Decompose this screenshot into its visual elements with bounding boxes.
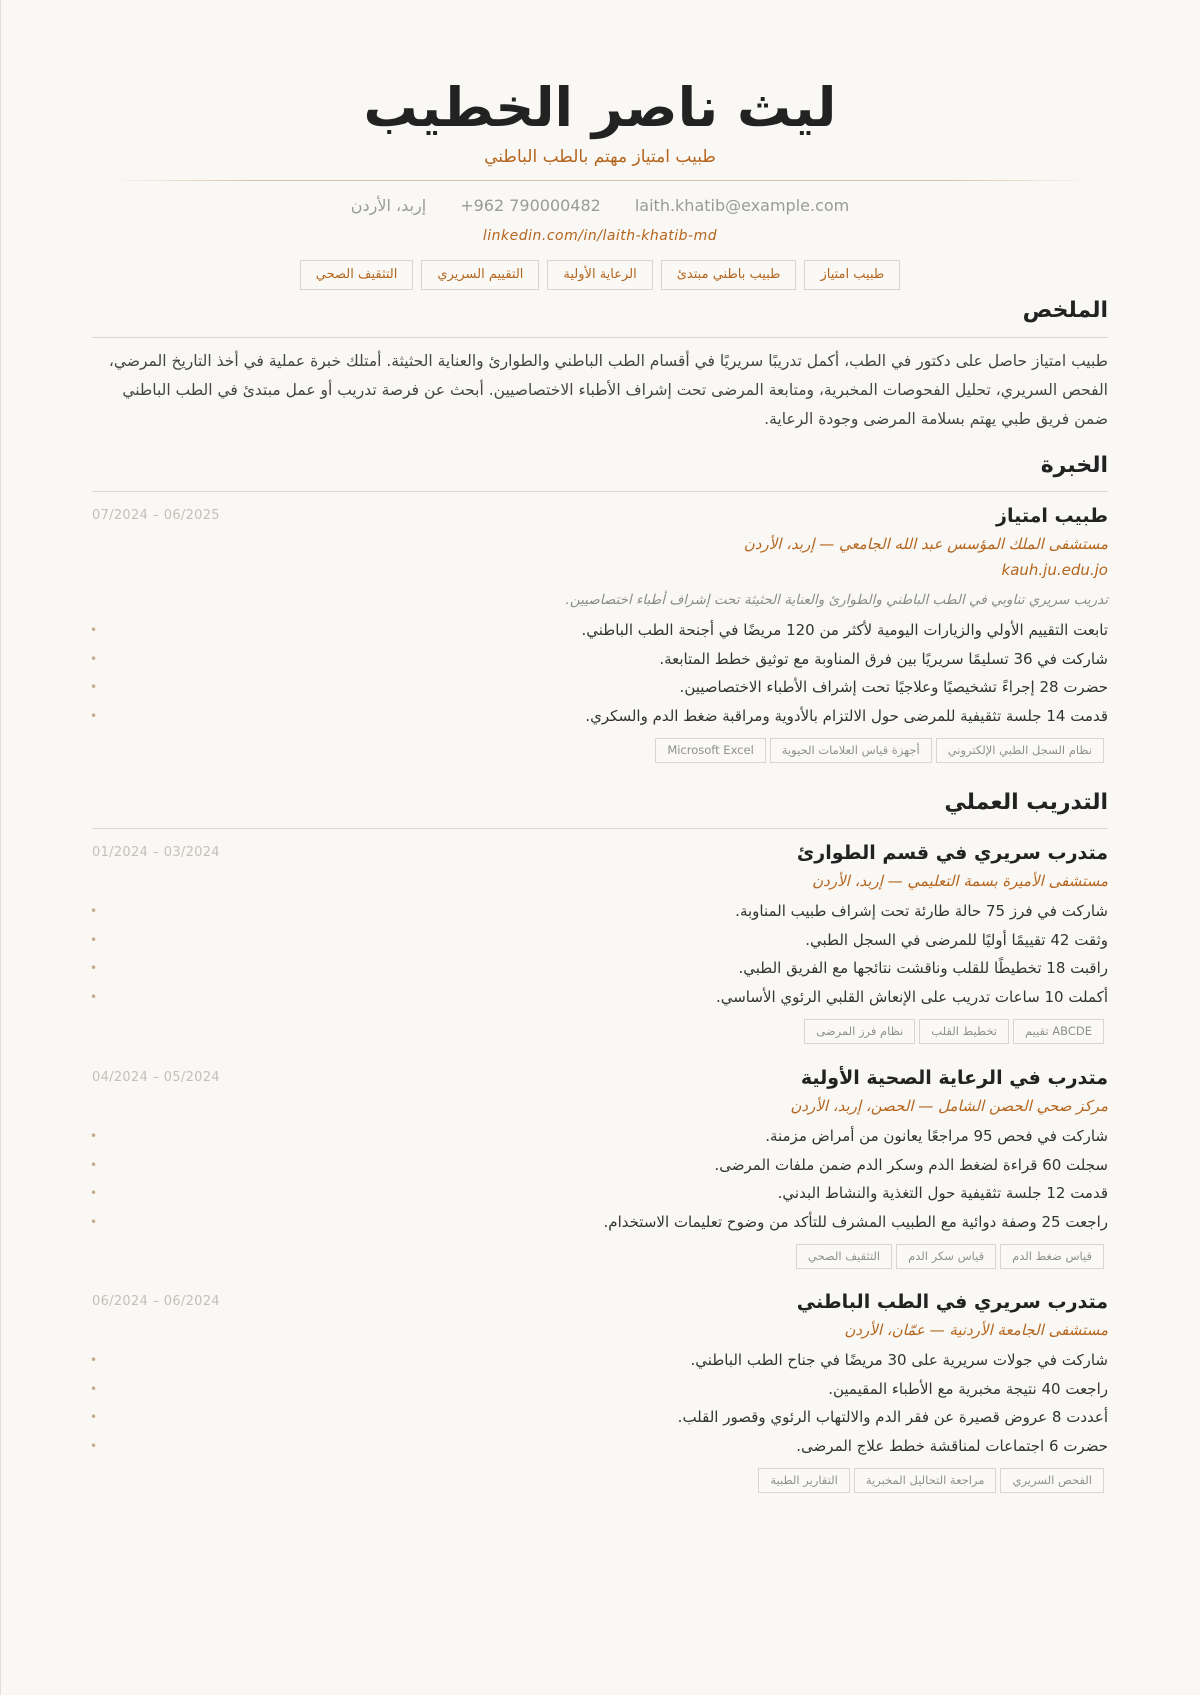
section-divider bbox=[92, 828, 1108, 829]
skill-tag: أجهزة قياس العلامات الحيوية bbox=[770, 738, 932, 763]
entry-tags bbox=[92, 1244, 1108, 1269]
bullet-item: شاركت في فرز 75 حالة طارئة تحت إشراف طبيب المناوبة. • bbox=[92, 897, 1108, 926]
linkedin-link[interactable]: linkedin.com/in/laith-khatib-md bbox=[482, 228, 718, 244]
location-text: إربد، الأردن bbox=[350, 196, 427, 215]
bullet-item: راجعت 40 نتيجة مخبرية مع الأطباء المقيمين. • bbox=[92, 1375, 1108, 1404]
entry-organization: مستشفى الملك المؤسس عبد الله الجامعي — إربد، الأردن bbox=[743, 535, 1108, 553]
bullet-item: قدمت 12 جلسة تثقيفية حول التغذية والنشاط البدني. • bbox=[92, 1179, 1108, 1208]
summary-text: طبيب امتياز حاصل على دكتور في الطب، أكمل تدريبًا سريريًا في أقسام الطب الباطني والطوارئ والعناية الحثيثة. أمتلك خبرة عملية في أخذ التاريخ المرضي، الفحص السريري، تحليل الفحوصات المخبرية، ومتابعة المرضى تحت إشراف الأطباء الاختصاصيين. أبحث عن فرصة تدريب أو عمل مبتدئ في الطب الباطني ضمن فريق طبي يهتم بسلامة المرضى وجودة الرعاية. bbox=[108, 352, 1108, 428]
phone-text: +962 790000482 bbox=[460, 196, 601, 215]
bullet-item: سجلت 60 قراءة لضغط الدم وسكر الدم ضمن ملفات المرضى. • bbox=[92, 1151, 1108, 1180]
entry-title: طبيب امتياز bbox=[996, 505, 1108, 527]
header-tag: التثقيف الصحي bbox=[300, 260, 414, 290]
candidate-title: طبيب امتياز مهتم بالطب الباطني bbox=[484, 147, 716, 167]
entry-organization: مستشفى الأميرة بسمة التعليمي — إربد، الأردن bbox=[812, 872, 1108, 890]
entry-tags bbox=[92, 1468, 1108, 1493]
training-entry bbox=[92, 1064, 1108, 1269]
bullet-item: راقبت 18 تخطيطًا للقلب وناقشت نتائجها مع الفريق الطبي. • bbox=[92, 954, 1108, 983]
skill-tag: نظام السجل الطبي الإلكتروني bbox=[936, 738, 1104, 763]
entry-organization: مستشفى الجامعة الأردنية — عمّان، الأردن bbox=[844, 1321, 1108, 1339]
experience-entry bbox=[92, 502, 1108, 763]
bullet-item: أعددت 8 عروض قصيرة عن فقر الدم والالتهاب الرئوي وقصور القلب. • bbox=[92, 1403, 1108, 1432]
bullet-item: حضرت 6 اجتماعات لمناقشة خطط علاج المرضى. • bbox=[92, 1432, 1108, 1461]
entry-bullets bbox=[92, 1122, 1108, 1236]
entry-tags bbox=[92, 738, 1108, 763]
contact-info bbox=[0, 195, 1200, 217]
bullet-item: وثقت 42 تقييمًا أوليًا للمرضى في السجل الطبي. • bbox=[92, 926, 1108, 955]
entry-title: متدرب سريري في قسم الطوارئ bbox=[796, 842, 1108, 864]
header-divider bbox=[105, 180, 1095, 181]
summary-heading: الملخص bbox=[1022, 298, 1108, 323]
entry-date: 04/2024 – 05/2024 bbox=[92, 1070, 220, 1085]
training-heading: التدريب العملي bbox=[944, 790, 1108, 815]
bullet-item: أكملت 10 ساعات تدريب على الإنعاش القلبي الرئوي الأساسي. • bbox=[92, 983, 1108, 1012]
entry-title: متدرب في الرعاية الصحية الأولية bbox=[800, 1067, 1108, 1089]
bullet-item: تابعت التقييم الأولي والزيارات اليومية لأكثر من 120 مريضًا في أجنحة الطب الباطني. • bbox=[92, 616, 1108, 645]
bullet-item: قدمت 14 جلسة تثقيفية للمرضى حول الالتزام بالأدوية ومراقبة ضغط الدم والسكري. • bbox=[92, 702, 1108, 731]
entry-bullets bbox=[92, 1346, 1108, 1460]
skill-tag: قياس سكر الدم bbox=[896, 1244, 996, 1269]
bullet-item: حضرت 28 إجراءً تشخيصيًا وعلاجيًا تحت إشراف الأطباء الاختصاصيين. • bbox=[92, 673, 1108, 702]
resume-header bbox=[0, 0, 1200, 290]
email-link[interactable]: laith.khatib@example.com bbox=[634, 196, 850, 215]
entry-tags bbox=[92, 1019, 1108, 1044]
entry-bullets bbox=[92, 897, 1108, 1011]
entry-title: متدرب سريري في الطب الباطني bbox=[796, 1291, 1108, 1313]
header-tags bbox=[0, 260, 1200, 290]
header-tag: الرعاية الأولية bbox=[547, 260, 652, 290]
header-tag: طبيب امتياز bbox=[804, 260, 900, 290]
header-tag: طبيب باطني مبتدئ bbox=[661, 260, 797, 290]
bullet-item: شاركت في 36 تسليمًا سريريًا بين فرق المناوبة مع توثيق خطط المتابعة. • bbox=[92, 645, 1108, 674]
entry-date: 07/2024 – 06/2025 bbox=[92, 508, 220, 523]
entry-bullets bbox=[92, 616, 1108, 730]
entry-date: 06/2024 – 06/2024 bbox=[92, 1294, 220, 1309]
skill-tag: Microsoft Excel bbox=[655, 738, 765, 763]
training-entry bbox=[92, 839, 1108, 1044]
bullet-item: شاركت في فحص 95 مراجعًا يعانون من أمراض مزمنة. • bbox=[92, 1122, 1108, 1151]
skill-tag: قياس ضغط الدم bbox=[1000, 1244, 1104, 1269]
entry-organization: مركز صحي الحصن الشامل — الحصن، إربد، الأردن bbox=[790, 1097, 1108, 1115]
entry-website-link[interactable]: kauh.ju.edu.jo bbox=[1001, 561, 1108, 579]
bullet-item: شاركت في جولات سريرية على 30 مريضًا في جناح الطب الباطني. • bbox=[92, 1346, 1108, 1375]
header-tag: التقييم السريري bbox=[421, 260, 539, 290]
bullet-item: راجعت 25 وصفة دوائية مع الطبيب المشرف للتأكد من وضوح تعليمات الاستخدام. • bbox=[92, 1208, 1108, 1237]
entry-date: 01/2024 – 03/2024 bbox=[92, 845, 220, 860]
skill-tag: التثقيف الصحي bbox=[796, 1244, 892, 1269]
skill-tag: تخطيط القلب bbox=[919, 1019, 1009, 1044]
entry-description: تدريب سريري تناوبي في الطب الباطني والطوارئ والعناية الحثيثة تحت إشراف أطباء اختصاصيين. bbox=[565, 592, 1108, 608]
section-divider bbox=[92, 491, 1108, 492]
skill-tag: التقارير الطبية bbox=[758, 1468, 849, 1493]
training-entry bbox=[92, 1288, 1108, 1493]
skill-tag: مراجعة التحاليل المخبرية bbox=[854, 1468, 997, 1493]
experience-heading: الخبرة bbox=[1040, 453, 1108, 478]
section-divider bbox=[92, 337, 1108, 338]
skill-tag: الفحص السريري bbox=[1000, 1468, 1104, 1493]
skill-tag: نظام فرز المرضى bbox=[804, 1019, 915, 1044]
candidate-name: ليث ناصر الخطيب bbox=[363, 76, 837, 139]
skill-tag: تقييم ABCDE bbox=[1013, 1019, 1104, 1044]
